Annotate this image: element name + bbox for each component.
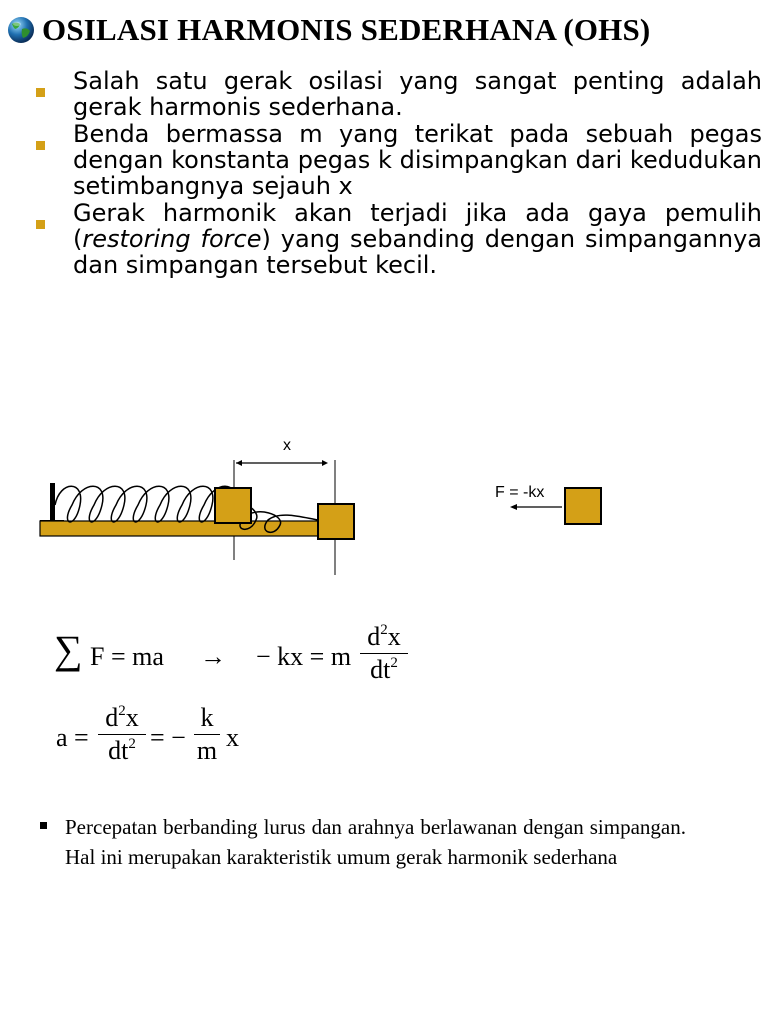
title-row — [6, 10, 650, 50]
sum-symbol: ∑ — [54, 627, 83, 672]
eq2-k-over-m: k m — [194, 703, 220, 766]
note-bullet-icon — [40, 822, 47, 829]
bullet-square-icon — [36, 141, 45, 150]
list-item — [36, 121, 762, 199]
note-text: Percepatan berbanding lurus dan arahnya berlawanan dengan simpangan. Hal ini merupakan karakteristik umum gerak harmonik sederhana — [65, 815, 686, 869]
eq2-mid: = − — [150, 723, 186, 752]
bullet-square-icon — [36, 220, 45, 229]
eq1-mid: − kx = m — [256, 642, 352, 671]
floor-track — [40, 521, 354, 536]
list-item — [36, 68, 762, 120]
block-displaced — [318, 504, 354, 539]
italic-term: restoring force — [82, 225, 262, 253]
force-label: F = -kx — [495, 484, 545, 501]
eq2-left: a = — [56, 723, 89, 752]
block-equilibrium — [215, 488, 251, 523]
page-title: OSILASI HARMONIS SEDERHANA (OHS) — [42, 12, 651, 47]
eq2-fraction: $d^2x$ $dt^2$ — [98, 703, 146, 766]
list-item — [36, 200, 762, 278]
bullet-text: Benda bermassa m yang terikat pada sebuah pegas dengan konstanta pegas k disimpangkan dari kedudukan setimbangnya sejauh x — [73, 120, 762, 200]
bullet-text: Gerak harmonik akan terjadi jika ada gaya pemulih (restoring force) yang sebanding dengan simpangannya dan simpangan tersebut kecil. — [73, 199, 763, 279]
block-force — [565, 488, 601, 524]
note-item — [40, 812, 686, 872]
bullet-list — [36, 68, 762, 279]
bullet-square-icon — [36, 88, 45, 97]
bullet-text: Salah satu gerak osilasi yang sangat penting adalah gerak harmonis sederhana. — [73, 67, 762, 121]
globe-icon — [6, 15, 36, 45]
eq1-arrow: → — [200, 642, 226, 671]
eq1-fraction: $d^2x$ $dt^2$ — [360, 622, 408, 685]
eq1-left: F = ma — [90, 642, 164, 671]
spring-diagram — [0, 420, 768, 590]
displacement-label: x — [283, 437, 291, 454]
eq2-tail: x — [226, 723, 239, 752]
